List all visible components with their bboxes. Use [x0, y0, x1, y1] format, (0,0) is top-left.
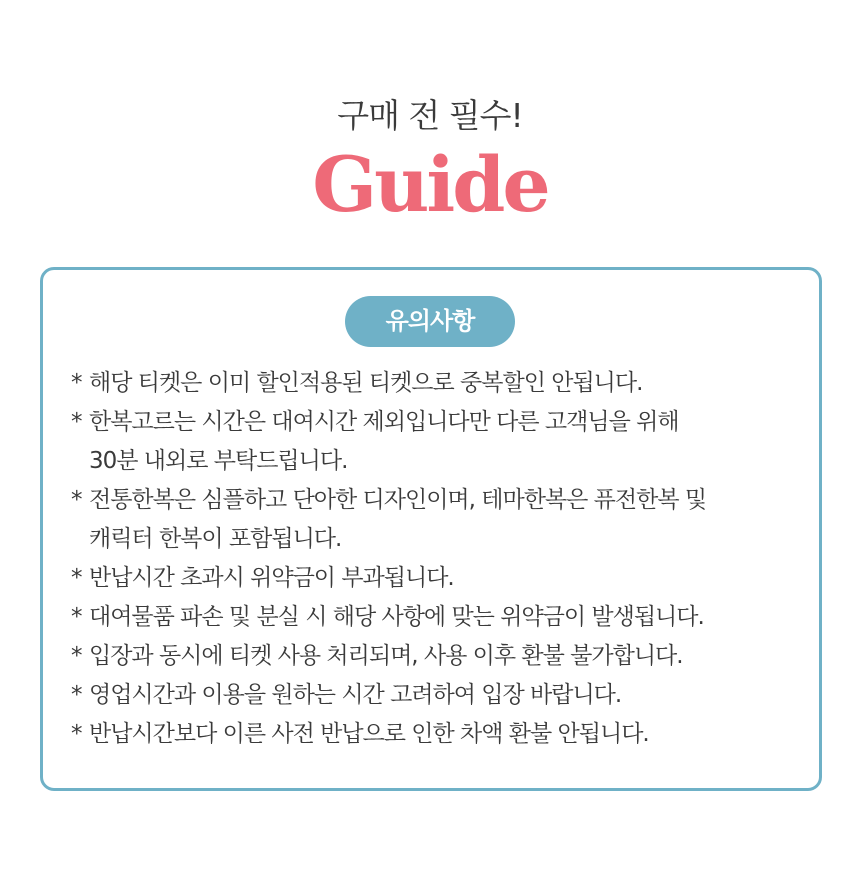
- notice-item: [71, 637, 786, 676]
- bullet-mark: *: [71, 721, 82, 747]
- notice-item: [71, 676, 786, 715]
- notice-text: 전통한복은 심플하고 단아한 디자인이며, 테마한복은 퓨전한복 및: [89, 487, 707, 513]
- notice-text: 해당 티켓은 이미 할인적용된 티켓으로 중복할인 안됩니다.: [89, 370, 643, 396]
- notice-badge: 유의사항: [345, 296, 515, 347]
- notice-item: [71, 598, 786, 637]
- bullet-mark: *: [71, 487, 82, 513]
- bullet-mark: *: [71, 409, 82, 435]
- notice-text-continued: 캐릭터 한복이 포함됩니다.: [89, 526, 342, 552]
- bullet-mark: *: [71, 565, 82, 591]
- bullet-mark: *: [71, 604, 82, 630]
- notice-text: 반납시간 초과시 위약금이 부과됩니다.: [89, 565, 454, 591]
- page-title: Guide: [312, 140, 548, 229]
- notice-text-continued: 30분 내외로 부탁드립니다.: [89, 448, 348, 474]
- notice-text: 한복고르는 시간은 대여시간 제외입니다만 다른 고객님을 위해: [89, 409, 679, 435]
- notice-text: 대여물품 파손 및 분실 시 해당 사항에 맞는 위약금이 발생됩니다.: [89, 604, 704, 630]
- notice-text: 입장과 동시에 티켓 사용 처리되며, 사용 이후 환불 불가합니다.: [89, 643, 683, 669]
- notice-list: [71, 364, 786, 754]
- header-subtitle: 구매 전 필수!: [337, 96, 523, 135]
- notice-item: [71, 481, 786, 559]
- notice-item: [71, 364, 786, 403]
- notice-item: [71, 403, 786, 481]
- notice-item: [71, 715, 786, 754]
- bullet-mark: *: [71, 370, 82, 396]
- bullet-mark: *: [71, 643, 82, 669]
- notice-item: [71, 559, 786, 598]
- notice-text: 반납시간보다 이른 사전 반납으로 인한 차액 환불 안됩니다.: [89, 721, 649, 747]
- bullet-mark: *: [71, 682, 82, 708]
- notice-text: 영업시간과 이용을 원하는 시간 고려하여 입장 바랍니다.: [89, 682, 622, 708]
